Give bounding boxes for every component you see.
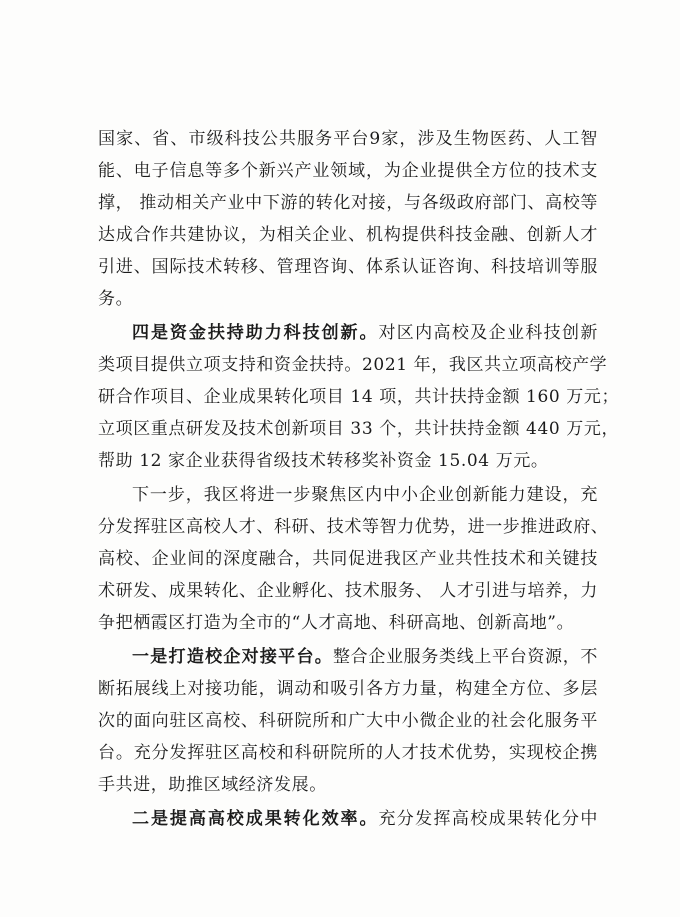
paragraph-heading-line: 二是提高高校成果转化效率。充分发挥高校成果转化分中 — [132, 809, 598, 829]
bold-heading: 二是提高高校成果转化效率。 — [132, 809, 379, 829]
text-line: 国家、省、市级科技公共服务平台9家，涉及生物医药、人工智 — [98, 129, 598, 149]
text-line: 台。充分发挥驻区高校和科研院所的人才技术优势，实现校企携 — [98, 743, 598, 763]
text-line: 立项区重点研发及技术创新项目 33 个，共计扶持金额 440 万元， — [98, 419, 620, 439]
text-line: 争把栖霞区打造为全市的“人才高地、科研高地、创新高地”。 — [98, 613, 575, 633]
bold-heading: 一是打造校企对接平台。 — [132, 647, 333, 667]
bold-heading: 四是资金扶持助力科技创新。 — [132, 323, 379, 343]
text-line: 务。 — [98, 289, 134, 309]
text-line: 高校、企业间的深度融合，共同促进我区产业共性技术和关键技 — [98, 549, 598, 569]
text-line: 帮助 12 家企业获得省级技术转移奖补资金 15.04 万元。 — [98, 451, 549, 471]
text-line: 术研发、成果转化、企业孵化、技术服务、 人才引进与培养，力 — [98, 581, 598, 601]
text-line: 手共进，助推区域经济发展。 — [98, 775, 327, 795]
text-line: 研合作项目、企业成果转化项目 14 项，共计扶持金额 160 万元； — [98, 387, 620, 407]
text-line: 达成合作共建协议，为相关企业、机构提供科技金融、创新人才 — [98, 225, 598, 245]
text-line: 次的面向驻区高校、科研院所和广大中小微企业的社会化服务平 — [98, 711, 598, 731]
text-line: 断拓展线上对接功能，调动和吸引各方力量，构建全方位、多层 — [98, 679, 598, 699]
paragraph-heading-line: 四是资金扶持助力科技创新。对区内高校及企业科技创新 — [132, 323, 598, 343]
text-line: 能、电子信息等多个新兴产业领域，为企业提供全方位的技术支 — [98, 161, 598, 181]
text-line: 撑， 推动相关产业中下游的转化对接，与各级政府部门、高校等 — [98, 193, 598, 213]
text-line: 引进、国际技术转移、管理咨询、体系认证咨询、科技培训等服 — [98, 257, 598, 277]
paragraph-heading-line: 一是打造校企对接平台。整合企业服务类线上平台资源，不 — [132, 647, 599, 667]
text-line: 分发挥驻区高校人才、科研、技术等智力优势，进一步推进政府、 — [98, 517, 609, 537]
text-line: 下一步，我区将进一步聚焦区内中小企业创新能力建设，充 — [132, 485, 598, 505]
text-line: 类项目提供立项支持和资金扶持。2021 年，我区共立项高校产学 — [98, 355, 608, 375]
